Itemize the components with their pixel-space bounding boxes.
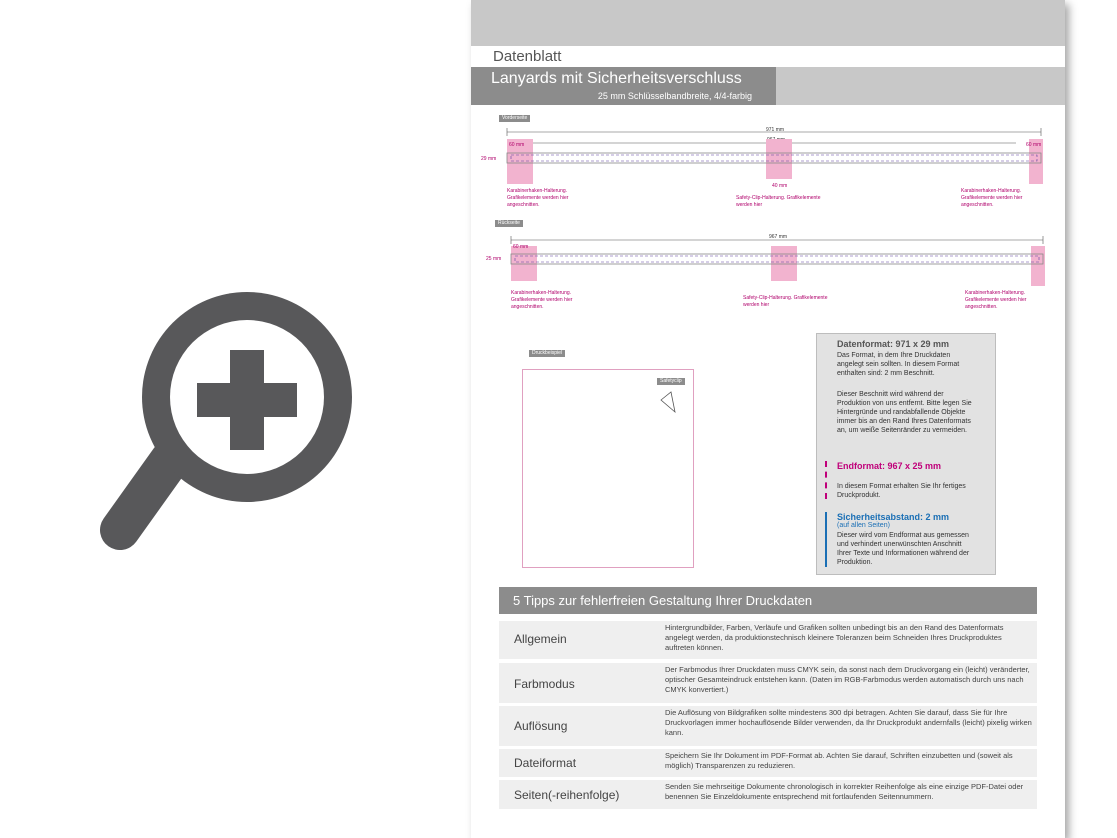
back-tag: Rückseite: [495, 220, 523, 227]
page-subtitle: 25 mm Schlüsselbandbreite, 4/4-farbig: [597, 91, 752, 101]
back-center-clip-area: [771, 246, 797, 281]
format-title: Datenformat: 971 x 29 mm: [837, 339, 950, 349]
page-title: Lanyards mit Sicherheitsverschluss: [491, 70, 742, 87]
front-ann-left: Karabinerhaken-Halterung. Grafikelemente werden hier angeschnitten.: [507, 188, 569, 208]
datasheet-page: [471, 0, 1065, 838]
tip-text: Der Farbmodus Ihrer Druckdaten muss CMYK sein, da sonst nach dem Druckvorgang ein (leicht) veränderter, optischer Gesamteindruck entstehen kann. (Daten im RGB-Farbmodus werden automatisch durch uns nach CMYK konvertiert.): [665, 665, 1030, 694]
back-ann-center: Safety-Clip-Halterung. Grafikelemente werden hier: [743, 295, 828, 308]
endformat-text: In diesem Format erhalten Sie Ihr fertiges Druckprodukt.: [837, 483, 966, 499]
tip-label: Seiten(-reihenfolge): [514, 788, 620, 802]
safety-title: Sicherheitsabstand: 2 mm: [837, 512, 950, 522]
tip-row-allgemein: [499, 621, 1037, 659]
tip-label: Auflösung: [514, 719, 568, 733]
datasheet-label: Datenblatt: [471, 46, 591, 67]
tip-row-seiten: [499, 780, 1037, 809]
tip-text: Senden Sie mehrseitige Dokumente chronologisch in korrekter Reihenfolge als eine einzige PDF-Datei oder benennen Sie Einzeldokumente entsprechend mit fortlaufenden Seitennummern.: [665, 782, 1024, 801]
top-bar: [471, 0, 1065, 46]
tip-label: Farbmodus: [514, 677, 575, 691]
format-text2: Dieser Beschnitt wird während der Produktion von uns entfernt. Bitte legen Sie Hintergründe und randabfallende Objekte immer bis an den Rand Ihres Datenformats an, um weiße Seitenränder zu vermeiden.: [837, 391, 972, 434]
mock-tag: Druckbeispiel: [529, 350, 565, 357]
front-height-label: 29 mm: [481, 156, 497, 162]
back-total-label: 967 mm: [769, 234, 788, 240]
zoom-in-magnifier-icon[interactable]: [100, 260, 360, 550]
endformat-marker: [825, 461, 830, 499]
safety-clip-icon: [659, 390, 681, 414]
front-left-margin-label: 60 mm: [509, 142, 525, 148]
clip-tag: Safetyclip: [657, 378, 685, 385]
tip-row-dateiformat: [499, 749, 1037, 777]
back-ann-right: Karabinerhaken-Halterung. Grafikelemente werden hier angeschnitten.: [965, 290, 1027, 310]
back-right-hook-area: [1031, 246, 1045, 286]
front-diagram: [481, 123, 1061, 193]
safety-text: Dieser wird vom Endformat aus gemessen und verhindert unerwünschten Anschnitt Ihrer Texte und Informationen während der Produktion.: [837, 532, 970, 566]
front-ann-right: Karabinerhaken-Halterung. Grafikelemente werden hier angeschnitten.: [961, 188, 1023, 208]
tip-text: Die Auflösung von Bildgrafiken sollte mindestens 300 dpi betragen. Achten Sie darauf, dass Sie für Ihre Druckvorlagen immer hochauflösende Bilder verwenden, da Ihr Druckprodukt andernfalls (leicht) pixelig wirken kann.: [665, 708, 1032, 737]
format-text1: Das Format, in dem Ihre Druckdaten angelegt sein sollten. In diesem Format enthalten sind: 2 mm Beschnitt.: [837, 352, 960, 377]
back-height-label: 25 mm: [486, 256, 502, 262]
tip-label: Dateiformat: [514, 756, 577, 770]
front-center-clip-area: [766, 139, 792, 179]
tip-row-aufloesung: [499, 706, 1037, 746]
back-diagram: [481, 230, 1061, 290]
front-center-label: 40 mm: [772, 183, 788, 189]
front-ann-center: Safety-Clip-Halterung. Grafikelemente werden hier: [736, 195, 821, 208]
tip-label: Allgemein: [514, 632, 567, 646]
tips-heading: 5 Tipps zur fehlerfreien Gestaltung Ihrer Druckdaten: [499, 587, 1037, 614]
tip-text: Speichern Sie Ihr Dokument im PDF-Format ab. Achten Sie darauf, Schriften einzubetten und (soweit als möglich) Transparenzen zu reduzieren.: [665, 751, 1013, 770]
endformat-title: Endformat: 967 x 25 mm: [837, 461, 942, 471]
back-left-hook-area: [511, 246, 537, 281]
title-box: [471, 67, 776, 105]
front-total-label: 971 mm: [766, 127, 785, 133]
print-example: [522, 369, 694, 568]
format-info-box: [816, 333, 996, 575]
front-tag: Vorderseite: [499, 115, 530, 122]
back-ann-left: Karabinerhaken-Halterung. Grafikelemente werden hier angeschnitten.: [511, 290, 573, 310]
safety-sub: (auf allen Seiten): [837, 522, 890, 529]
front-right-margin-label: 60 mm: [1026, 142, 1042, 148]
back-left-margin-label: 60 mm: [513, 244, 529, 250]
safety-marker: [825, 512, 830, 567]
tip-row-farbmodus: [499, 663, 1037, 703]
tip-text: Hintergrundbilder, Farben, Verläufe und Grafiken sollten unbedingt bis an den Rand des Datenformats angelegt werden, da produktionstechnisch kleinere Toleranzen beim Schneiden Ihres Druckproduktes auftreten können.: [665, 623, 1004, 652]
